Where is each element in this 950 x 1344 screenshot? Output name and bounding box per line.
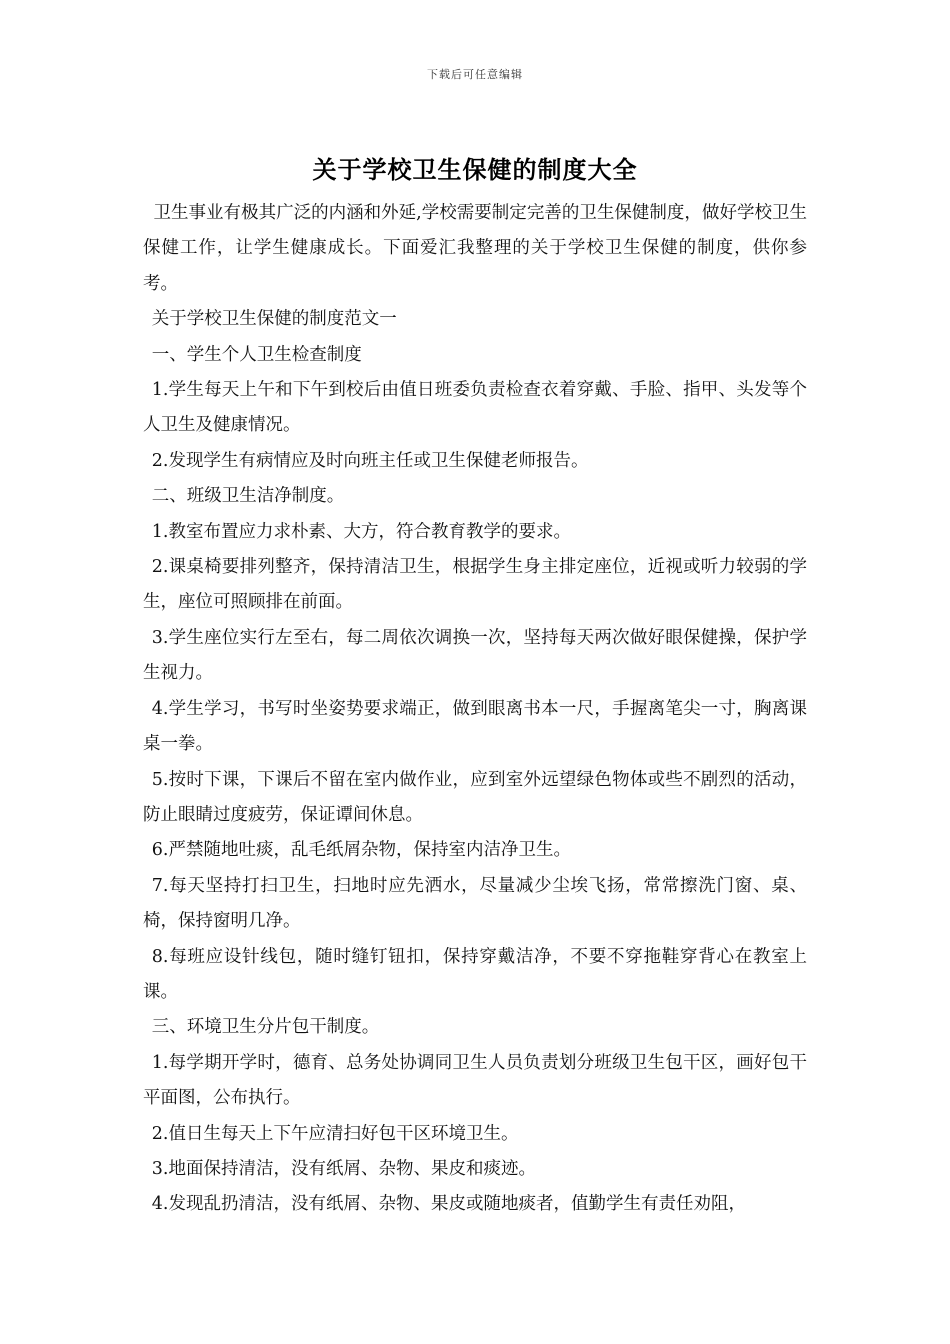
paragraph: 1.教室布置应力求朴素、大方，符合教育教学的要求。 [151, 521, 571, 542]
paragraph: 4.发现乱扔清洁，没有纸屑、杂物、果皮或随地痰者，值勤学生有责任劝阻， [151, 1194, 746, 1215]
paragraph: 3.学生座位实行左至右，每二周依次调换一次，坚持每天两次做好眼保健操，保护学生视力。 [143, 627, 807, 684]
paragraph: 6.严禁随地吐痰，乱毛纸屑杂物，保持室内洁净卫生。 [151, 840, 571, 861]
paragraph: 2.课桌椅要排列整齐，保持清洁卫生，根据学生身主排定座位，近视或听力较弱的学生，座位可照顾排在前面。 [143, 557, 807, 613]
paragraph: 5.按时下课，下课后不留在室内做作业，应到室外远望绿色物体或些不剧烈的活动，防止眼睛过度疲劳，保证谭间休息。 [143, 769, 807, 825]
paragraph: 7.每天坚持打扫卫生，扫地时应先洒水，尽量减少尘埃飞扬，常常擦洗门窗、桌、椅，保持窗明几净。 [143, 875, 807, 932]
document-body [143, 196, 807, 1223]
paragraph: 8.每班应设针线包，随时缝钉钮扣，保持穿戴洁净，不要不穿拖鞋穿背心在教室上课。 [143, 946, 807, 1002]
paragraph: 2.值日生每天上下午应清扫好包干区环境卫生。 [151, 1123, 519, 1144]
paragraph-heading-2: 二、班级卫生洁净制度。 [151, 486, 345, 507]
paragraph-heading-3: 三、环境卫生分片包干制度。 [151, 1017, 380, 1038]
paragraph-section-title: 关于学校卫生保健的制度范文一 [151, 309, 397, 330]
paragraph: 1.学生每天上午和下午到校后由值日班委负责检查衣着穿戴、手脸、指甲、头发等个人卫生及健康情况。 [143, 380, 807, 436]
document-title: 关于学校卫生保健的制度大全 [312, 156, 638, 184]
paragraph: 1.每学期开学时，德育、总务处协调同卫生人员负责划分班级卫生包干区，画好包干平面图，公布执行。 [143, 1052, 807, 1109]
paragraph: 2.发现学生有病情应及时向班主任或卫生保健老师报告。 [151, 450, 589, 471]
paragraph: 4.学生学习，书写时坐姿势要求端正，做到眼离书本一尺，手握离笔尖一寸，胸离课桌一拳。 [143, 698, 807, 755]
paragraph-intro: 卫生事业有极其广泛的内涵和外延,学校需要制定完善的卫生保健制度，做好学校卫生保健工作，让学生健康成长。下面爱汇我整理的关于学校卫生保健的制度，供你参考。 [143, 203, 807, 294]
paragraph-heading-1: 一、学生个人卫生检查制度 [151, 344, 362, 365]
header-note: 下载后可任意编辑 [427, 68, 523, 81]
paragraph: 3.地面保持清洁，没有纸屑、杂物、果皮和痰迹。 [151, 1158, 536, 1179]
